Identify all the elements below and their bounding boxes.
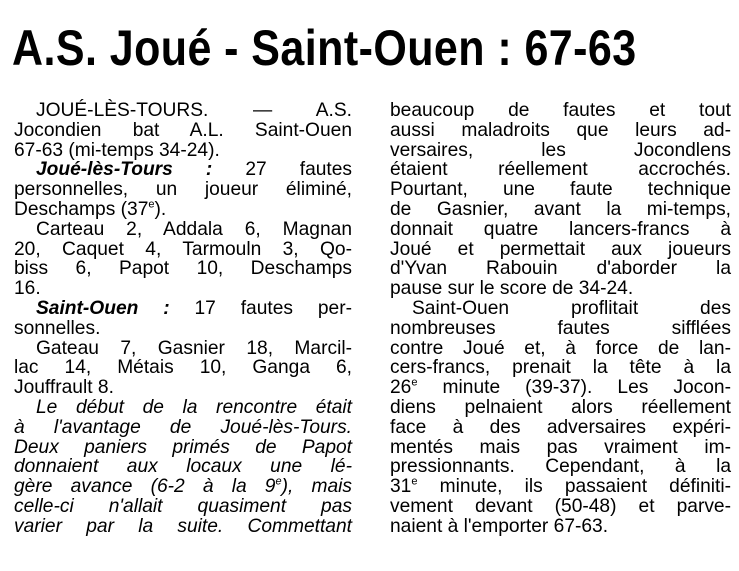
line-text: 20, Caquet 4, Tarmouln 3, Qo- (14, 238, 352, 260)
text-line (14, 240, 352, 260)
team-name: Joué-lès-Tours : (36, 159, 213, 181)
text-line (390, 220, 731, 240)
text-line (14, 497, 352, 517)
text-line (14, 339, 352, 359)
text-line (14, 220, 352, 240)
line-text: Jocondien bat A.L. Saint-Ouen (14, 119, 352, 141)
line-text: gère avance (6-2 à la 9 (14, 476, 276, 498)
text-line (14, 141, 352, 161)
line-text: aussi maladroits que leurs ad- (390, 119, 731, 141)
text-line (14, 101, 352, 121)
line-text-after: minute, ils passaient définiti- (417, 476, 731, 498)
line-text: nombreuses fautes sifflées (390, 317, 731, 339)
ordinal-superscript: e (148, 198, 155, 211)
line-text: Carteau 2, Addala 6, Magnan (36, 218, 352, 240)
line-text: beaucoup de fautes et tout (390, 100, 731, 121)
line-text: pause sur le score de 34-24. (390, 278, 634, 300)
line-text: à l'avantage de Joué-lès-Tours. (14, 416, 352, 438)
text-line (14, 319, 352, 339)
line-text: 31 (390, 476, 412, 498)
line-text: de Gasnier, avant la mi-temps, (390, 198, 731, 220)
line-text: donnait quatre lancers-francs à (390, 218, 731, 240)
text-line (390, 438, 731, 458)
line-text: Deux paniers primés de Papot (14, 436, 352, 458)
text-line (390, 517, 731, 537)
text-line (14, 418, 352, 438)
text-line (390, 339, 731, 359)
text-line (390, 180, 731, 200)
line-text-rest: 27 fautes (212, 159, 353, 181)
text-line (390, 200, 731, 220)
text-line (390, 279, 731, 299)
text-line (390, 457, 731, 477)
line-text: biss 6, Papot 10, Deschamps (14, 258, 352, 280)
text-line (390, 299, 731, 319)
line-text: pressionnants. Cependant, à la (390, 456, 731, 478)
line-text: mentés mais pas vraiment im- (390, 436, 731, 458)
line-text: étaient réellement accrochés. (390, 159, 731, 181)
text-line (390, 418, 731, 438)
line-text: Deschamps (37 (14, 198, 149, 220)
text-line (14, 457, 352, 477)
article-headline: A.S. Joué - Saint-Ouen : 67-63 (12, 20, 637, 76)
line-text: 16. (14, 278, 41, 300)
text-line (390, 240, 731, 260)
line-text: varier par la suite. Commettant (14, 515, 352, 537)
line-text-after: minute (39-37). Les Jocon- (417, 377, 731, 399)
line-text: d'Yvan Rabouin d'aborder la (390, 258, 731, 280)
line-text: Jouffrault 8. (14, 377, 114, 399)
line-text: celle-ci n'allait quasiment pas (14, 495, 352, 517)
text-line (390, 319, 731, 339)
text-line (14, 299, 352, 319)
ordinal-superscript: e (275, 475, 282, 488)
text-line (390, 398, 731, 418)
line-text-rest: 17 fautes per- (169, 297, 352, 319)
team-name: Saint-Ouen : (36, 297, 170, 319)
line-text: sonnelles. (14, 317, 101, 339)
text-line (14, 358, 352, 378)
text-line (14, 517, 352, 537)
line-text: cers-francs, prenait la tête à la (390, 357, 731, 379)
line-text: Le début de la rencontre était (36, 396, 352, 418)
text-line (390, 358, 731, 378)
text-line (14, 121, 352, 141)
line-text-after: ), mais (281, 476, 353, 498)
line-text: face à des adversaires expéri- (390, 416, 731, 438)
line-text: versaires, les Jocondlens (390, 139, 731, 161)
text-line (14, 160, 352, 180)
text-line (390, 141, 731, 161)
text-line (14, 378, 352, 398)
ordinal-superscript: e (411, 475, 418, 488)
text-line (14, 477, 352, 497)
text-line (14, 279, 352, 299)
line-text: 26 (390, 377, 412, 399)
line-text: contre Joué et, à force de lan- (390, 337, 731, 359)
line-text: Gateau 7, Gasnier 18, Marcil- (36, 337, 352, 359)
line-text: donnaient aux locaux une lé- (14, 456, 352, 478)
line-text: Pourtant, une faute technique (390, 179, 731, 201)
line-text: 67-63 (mi-temps 34-24). (14, 139, 220, 161)
line-text: diens pelnaient alors réellement (390, 396, 731, 418)
text-line (14, 398, 352, 418)
line-text: vement devant (50-48) et parve- (390, 495, 731, 517)
text-line (390, 101, 731, 121)
text-line (390, 160, 731, 180)
line-text: JOUÉ-LÈS-TOURS. — A.S. (36, 100, 352, 121)
text-line (390, 121, 731, 141)
text-line (14, 180, 352, 200)
line-text: personnelles, un joueur éliminé, (14, 179, 352, 201)
line-text: Joué et permettait aux joueurs (390, 238, 731, 260)
ordinal-superscript: e (411, 376, 418, 389)
text-line (14, 438, 352, 458)
text-line (390, 259, 731, 279)
text-line (390, 497, 731, 517)
line-text: Saint-Ouen proflitait des (412, 297, 731, 319)
text-line (390, 477, 731, 497)
line-text-after: ). (154, 198, 167, 220)
article-column-right (390, 101, 731, 537)
line-text: naient à l'emporter 67-63. (390, 515, 609, 537)
article-column-left (14, 101, 352, 537)
text-line (14, 259, 352, 279)
text-line (14, 200, 352, 220)
line-text: lac 14, Métais 10, Ganga 6, (14, 357, 352, 379)
text-line (390, 378, 731, 398)
